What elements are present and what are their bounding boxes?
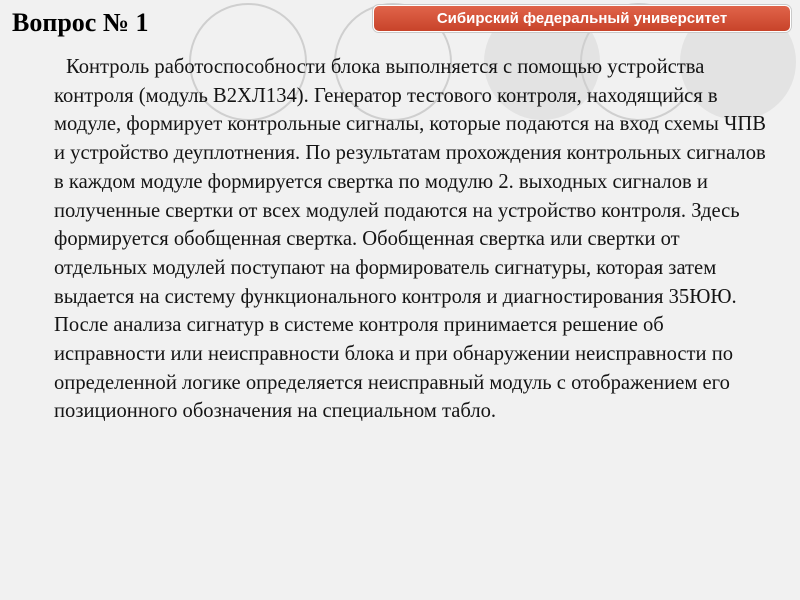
university-banner: Сибирский федеральный университет bbox=[373, 5, 791, 32]
slide-body-text: Контроль работоспособности блока выполняется с помощью устройства контроля (модуль В2ХЛ134). Генератор тестового контроля, находящийся в модуле, формирует контрольные сигналы, которые подаются на вход схемы ЧПВ и устройство деуплотнения. По результатам прохождения контрольных сигналов в каждом модуле формируется свертка по модулю 2. выходных сигналов и полученные свертки от всех модулей подаются на устройство контроля. Здесь формируется обобщенная свертка. Обобщенная свертка или свертки от отдельных модулей поступают на формирователь сигнатуры, которая затем выдается на систему функционального контроля и диагностирования 35ЮЮ. После анализа сигнатур в системе контроля принимается решение об исправности или неисправности блока и при обнаружении неисправности по определенной логике определяется неисправный модуль с отображением его позиционного обозначения на специальном табло. bbox=[54, 56, 766, 423]
slide-title: Вопрос № 1 bbox=[12, 8, 149, 37]
